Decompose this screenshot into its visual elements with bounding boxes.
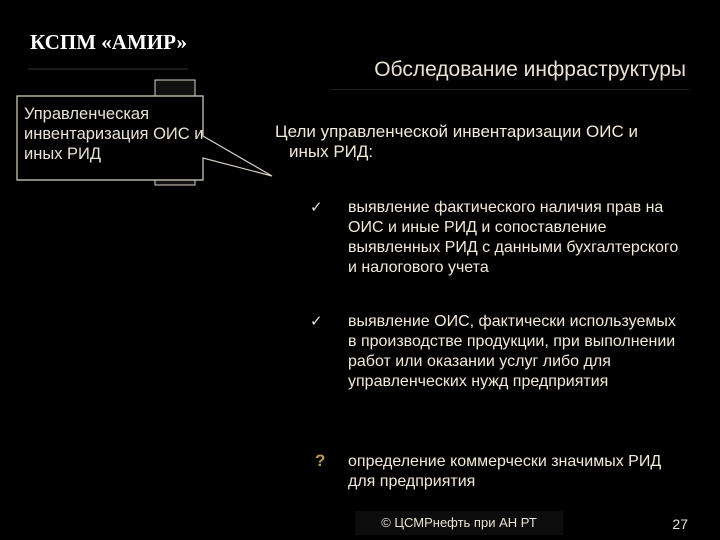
organization-name: КСПМ «АМИР»: [30, 30, 187, 54]
slide-title: Обследование инфраструктуры: [374, 58, 686, 81]
goals-heading: [275, 122, 695, 162]
question-mark-icon: ?: [315, 451, 326, 470]
goals-heading-line2: иных РИД:: [289, 142, 374, 161]
goals-heading-line1: Цели управленческой инвентаризации ОИС и: [275, 122, 638, 141]
checkmark-icon: ✓: [310, 199, 323, 216]
list-item-text: выявление фактического наличия прав на ОИС и иные РИД и сопоставление выявленных РИД с данными бухгалтерского и налогового учета: [348, 199, 679, 276]
callout-text: Управленческая инвентаризация ОИС и иных РИД: [24, 105, 204, 163]
copyright-footer: © ЦСМРнефть при АН РТ: [355, 511, 563, 535]
checkmark-icon: ✓: [310, 313, 323, 330]
list-item-text: выявление ОИС, фактически используемых в производстве продукции, при выполнении работ или оказании услуг либо для управленческих нужд предприятия: [348, 313, 676, 390]
page-number: 27: [672, 516, 688, 532]
list-item-text: определение коммерчески значимых РИД для предприятия: [348, 453, 662, 490]
